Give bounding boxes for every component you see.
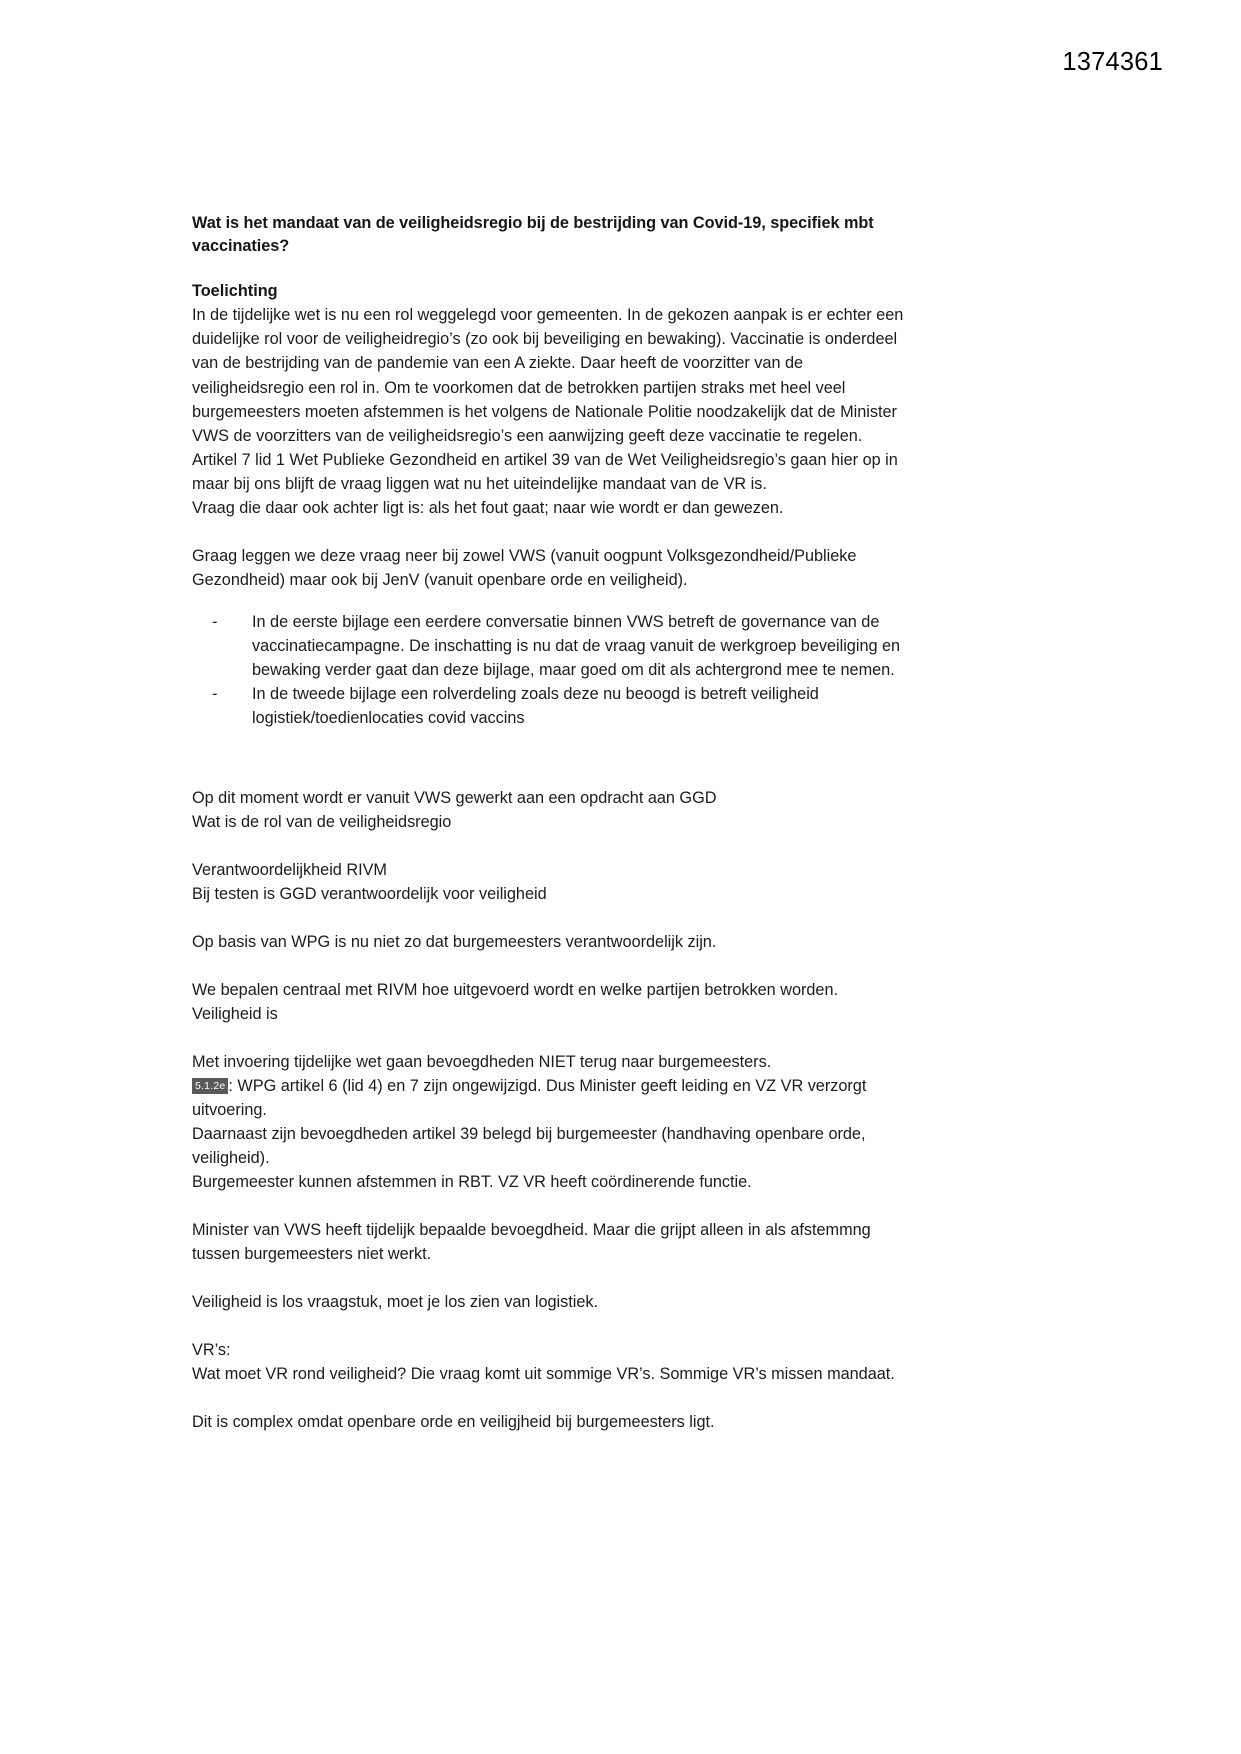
list-item-text: In de eerste bijlage een eerdere conversatie binnen VWS betreft de governance van de vaccinatiecampagne. De inschatting is nu dat de vraag vanuit de werkgroep beveiliging en bewaking verder gaat dan deze bijlage, maar goed om dit als achtergrond mee te nemen. xyxy=(252,612,901,679)
paragraph-graag-leggen: Graag leggen we deze vraag neer bij zowel VWS (vanuit oogpunt Volksgezondheid/Publieke Gezondheid) maar ook bij JenV (vanuit openbare orde en veiligheid). xyxy=(192,546,857,589)
note-rol-veiligheidsregio: Wat is de rol van de veiligheidsregio xyxy=(192,812,452,831)
attachment-list xyxy=(192,610,910,730)
list-item xyxy=(192,682,910,730)
note-complex-openbare-orde: Dit is complex omdat openbare orde en veiligjheid bij burgemeesters ligt. xyxy=(192,1413,715,1432)
paragraph-vraag: Vraag die daar ook achter ligt is: als het fout gaat; naar wie wordt er dan gewezen. xyxy=(192,498,784,517)
list-item-text: In de tweede bijlage een rolverdeling zoals deze nu beoogd is betreft veiligheid logistiek/toedienlocaties covid vaccins xyxy=(252,684,819,727)
redaction-marker: 5.1.2e xyxy=(192,1078,228,1094)
list-item xyxy=(192,610,910,682)
note-verantwoordelijkheid-rivm: Verantwoordelijkheid RIVM xyxy=(192,860,387,879)
bullet-dash-icon: - xyxy=(212,612,218,631)
note-testen-ggd: Bij testen is GGD verantwoordelijk voor veiligheid xyxy=(192,885,547,904)
note-minister-vws-bevoegdheid: Minister van VWS heeft tijdelijk bepaalde bevoegdheid. Maar die grijpt alleen in als afstemmng tussen burgemeesters niet werkt. xyxy=(192,1221,871,1264)
note-daarnaast-artikel39: Daarnaast zijn bevoegdheden artikel 39 belegd bij burgemeester (handhaving openbare orde, veiligheid). xyxy=(192,1125,866,1168)
note-centraal-rivm: We bepalen centraal met RIVM hoe uitgevoerd wordt en welke partijen betrokken worden. xyxy=(192,981,838,1000)
document-body xyxy=(192,212,910,1435)
note-opdracht-ggd: Op dit moment wordt er vanuit VWS gewerkt aan een opdracht aan GGD xyxy=(192,788,717,807)
note-rbt-coordinatie: Burgemeester kunnen afstemmen in RBT. VZ VR heeft coördinerende functie. xyxy=(192,1173,752,1192)
page-title: Wat is het mandaat van de veiligheidsregio bij de bestrijding van Covid-19, specifiek mbt vaccinaties? xyxy=(192,214,874,256)
note-veiligheid-is: Veiligheid is xyxy=(192,1005,278,1024)
note-wpg-burgemeesters: Op basis van WPG is nu niet zo dat burgemeesters verantwoordelijk zijn. xyxy=(192,933,717,952)
note-invoering-tijdelijke-wet: Met invoering tijdelijke wet gaan bevoegdheden NIET terug naar burgemeesters. xyxy=(192,1053,772,1072)
document-number: 1374361 xyxy=(1062,48,1163,76)
heading-vrs: VR’s: xyxy=(192,1341,231,1360)
note-wpg-artikel-line xyxy=(192,1074,910,1122)
paragraph-intro: In de tijdelijke wet is nu een rol weggelegd voor gemeenten. In de gekozen aanpak is er echter een duidelijke rol voor de veiligheidregio’s (zo ook bij beveiliging en bewaking). Vaccinatie is onderdeel van de bestrijding van de pandemie van een A ziekte. Daar heeft de voorzitter van de veiligheidsregio een rol in. Om te voorkomen dat de betrokken partijen straks met heel veel burgemeesters moeten afstemmen is het volgens de Nationale Politie noodzakelijk dat de Minister VWS de voorzitters van de veiligheidsregio’s een aanwijzing geeft deze vaccinatie te regelen. Artikel 7 lid 1 Wet Publieke Gezondheid en artikel 39 van de Wet Veiligheidsregio’s gaan hier op in maar bij ons blijft de vraag liggen wat nu het uiteindelijke mandaat van de VR is. xyxy=(192,306,904,493)
note-vrs-mandaat: Wat moet VR rond veiligheid? Die vraag komt uit sommige VR’s. Sommige VR’s missen mandaat. xyxy=(192,1365,895,1384)
note-veiligheid-los-vraagstuk: Veiligheid is los vraagstuk, moet je los zien van logistiek. xyxy=(192,1293,599,1312)
note-wpg-artikel-text: : WPG artikel 6 (lid 4) en 7 zijn ongewijzigd. Dus Minister geeft leiding en VZ VR verzorgt uitvoering. xyxy=(192,1077,867,1120)
section-heading-toelichting: Toelichting xyxy=(192,282,278,301)
bullet-dash-icon: - xyxy=(212,684,218,703)
